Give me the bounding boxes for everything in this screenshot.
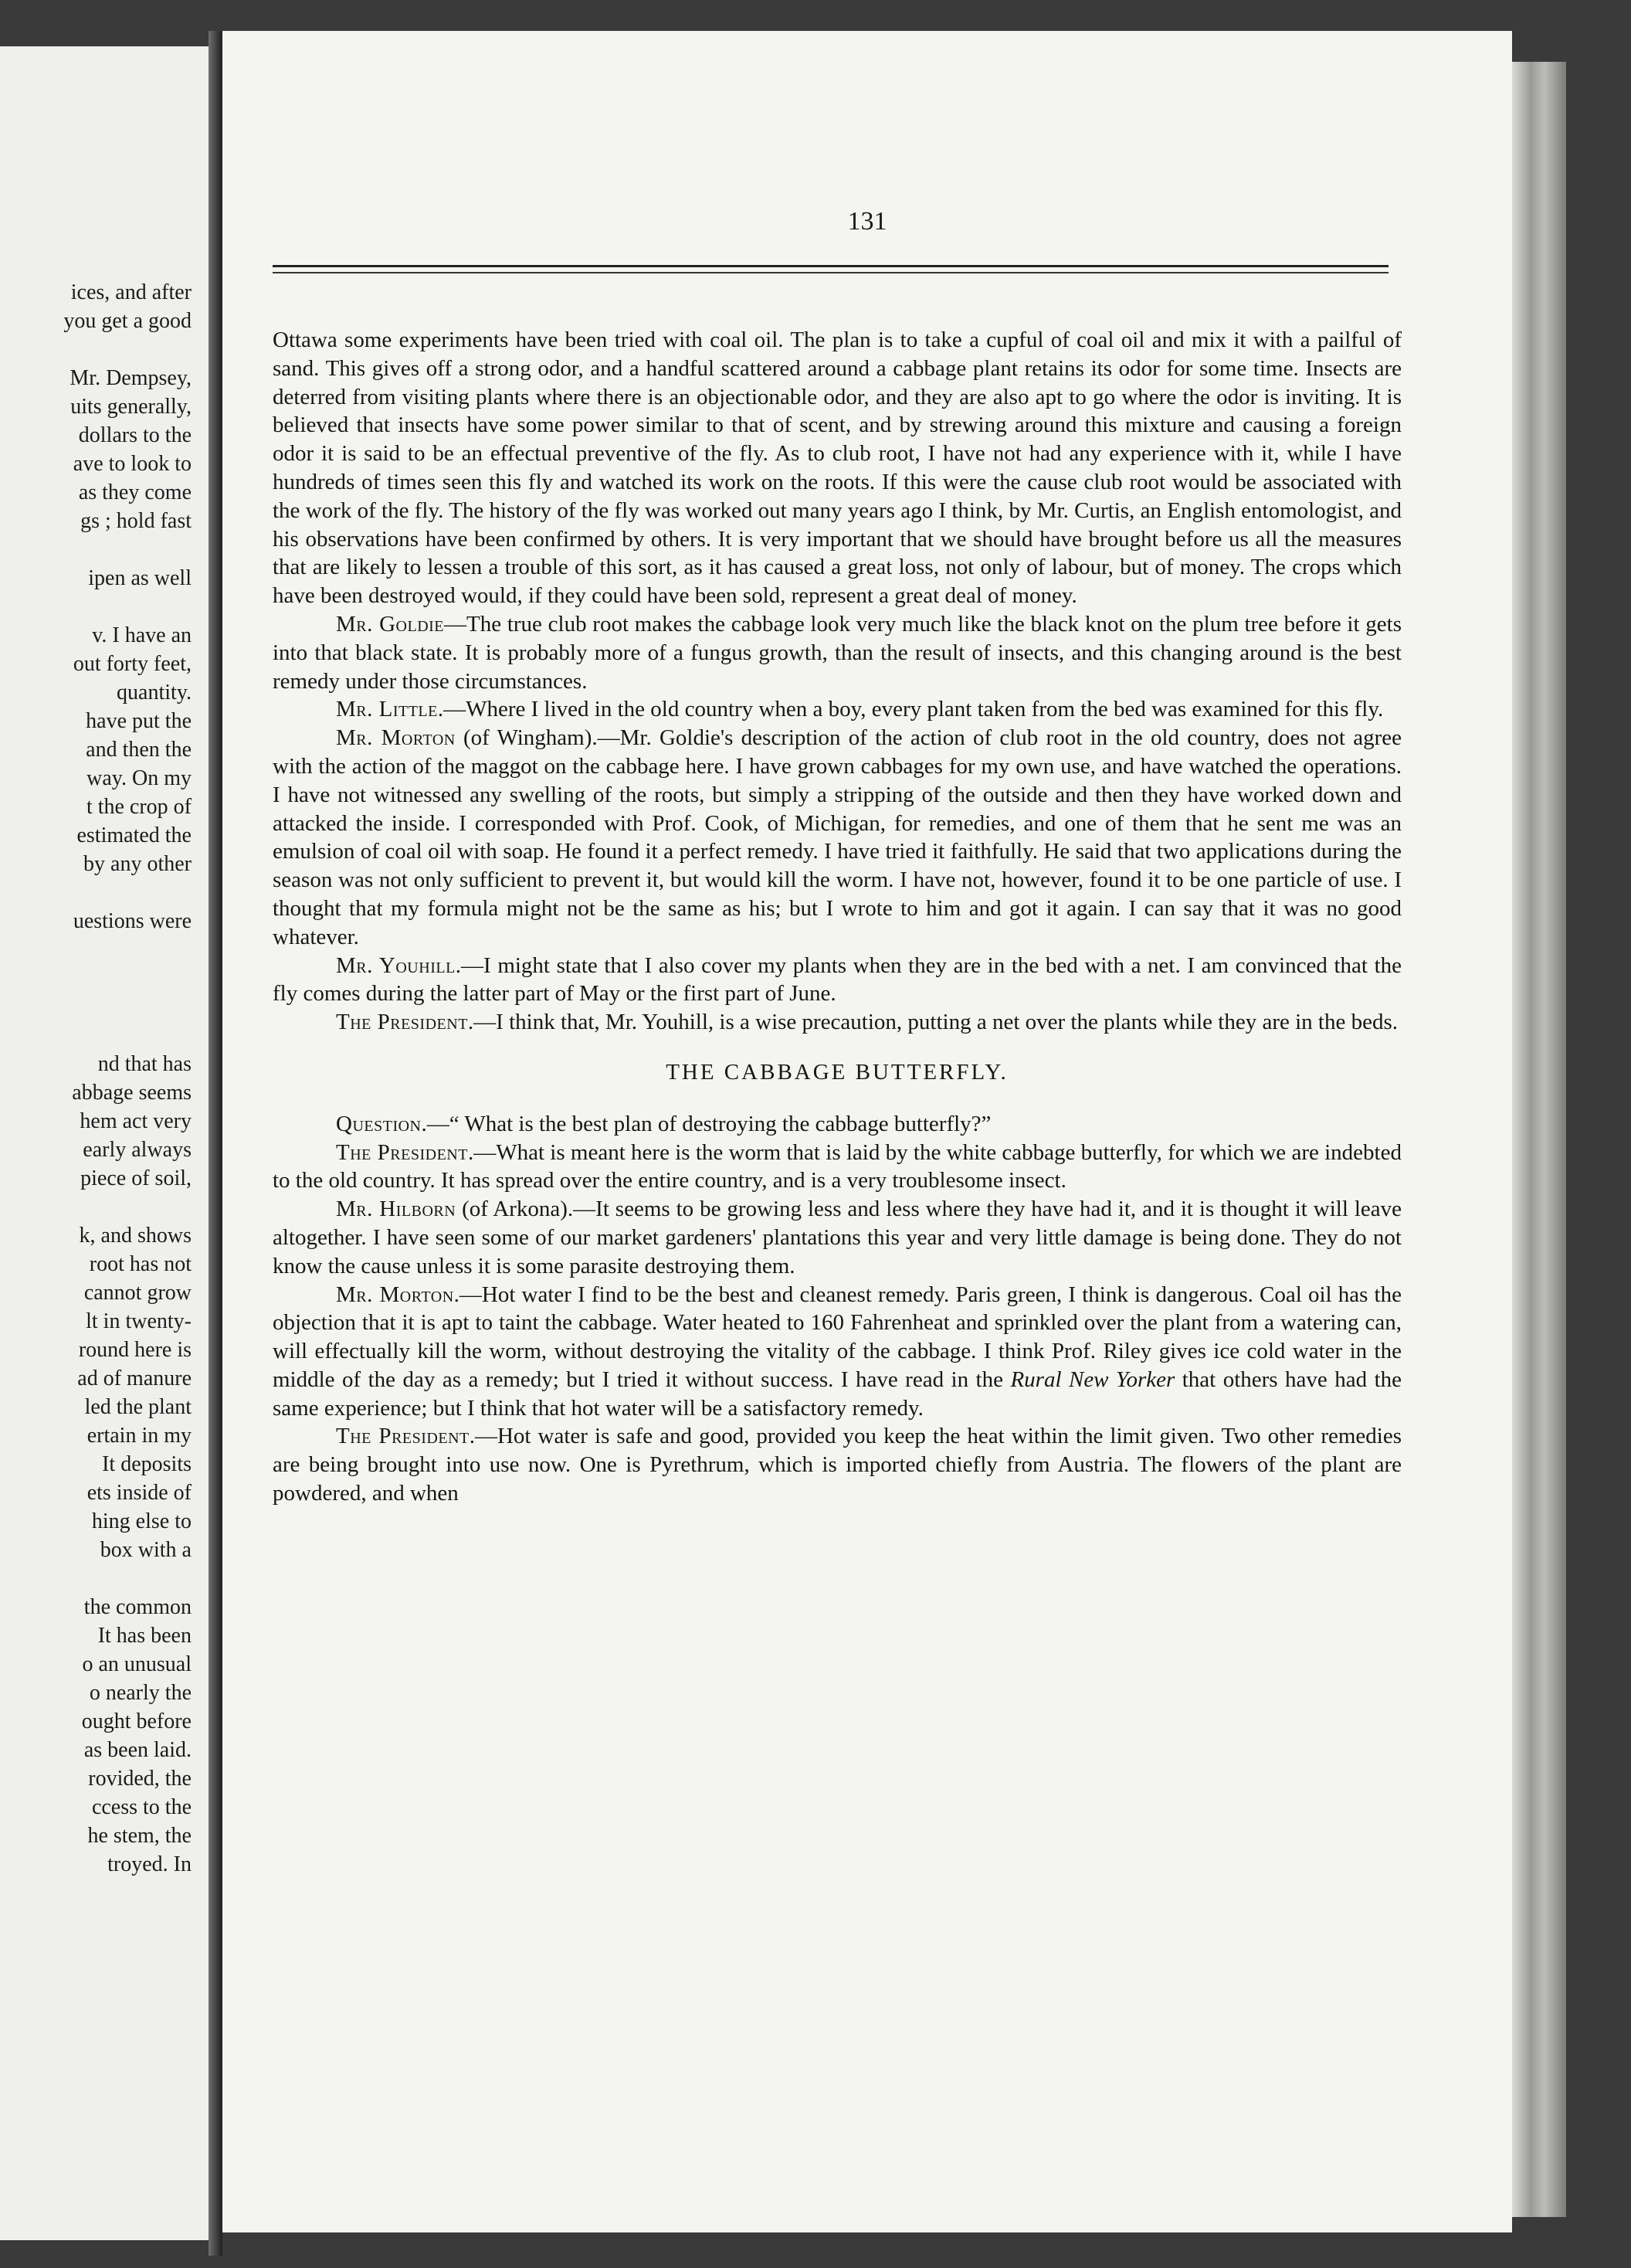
left-page-line: ave to look to: [73, 452, 192, 476]
paragraph: Ottawa some experiments have been tried with coal oil. The plan is to take a cupful of coal oil and mix it with a pailful of sand. This gives off a strong odor, and a handful scattered around a cabbage plant retains its odor for some time. Insects are deterred from visiting plants where there is an objectionable odor, and they are also apt to go where the odor is inviting. It is believed that insects have some power similar to that of scent, and by strewing around this mixture and causing a foreign odor it is said to be an effectual preventive of the fly. As to club root, I have not had any experience with it, while I have hundreds of times seen this fly and watched its work on the roots. If this were the cause club root would be associated with the work of the fly. The history of the fly was worked out many years ago I think, by Mr. Curtis, an English entomologist, and his observations have been confirmed by others. It is very important that we should have brought before us all the measures that are likely to lessen a trouble of this sort, as it has caused a great loss, not only of labour, but of money. The crops which have been destroyed would, if they could have been sold, represent a great deal of money.: [273, 328, 1402, 609]
left-page-line: ipen as well: [88, 566, 192, 590]
left-page-line: o an unusual: [82, 1652, 192, 1676]
paragraph-text: —The true club root makes the cabbage look very much like the black knot on the plum tree before it gets into that black state. It is probably more of a fungus growth, than the result of insects, and this changing around is the best remedy under those circumstances.: [273, 611, 1402, 694]
left-page-line: abbage seems: [72, 1081, 192, 1105]
left-page-line: ad of manure: [77, 1367, 192, 1390]
left-page-line: rovided, the: [88, 1767, 192, 1791]
left-page-line: [0, 335, 192, 364]
section-title: THE CABBAGE BUTTERFLY.: [666, 1059, 1009, 1085]
left-page-text: [0, 278, 192, 1879]
paragraph-text: .—“ What is the best plan of destroying the cabbage butterfly?”: [421, 1111, 992, 1136]
left-page-line: dollars to the: [78, 423, 192, 447]
left-page: [0, 46, 209, 2240]
left-page-line: box with a: [100, 1538, 192, 1562]
left-page-line: uestions were: [73, 909, 192, 933]
speaker: The President: [336, 1139, 468, 1165]
right-page: [222, 31, 1512, 2232]
left-page-line: hem act very: [80, 1109, 192, 1133]
page-number: 131: [847, 207, 887, 236]
body-text: [273, 326, 1402, 1508]
paragraph: [273, 1139, 1402, 1196]
paragraph: [273, 1110, 1402, 1139]
speaker: Mr. Goldie: [336, 611, 445, 637]
left-page-line: [0, 1564, 192, 1593]
left-page-line: he stem, the: [87, 1824, 192, 1848]
paragraph-text: that others have had the same experience; but I think that hot water will be a satisfactory remedy.: [273, 1367, 1402, 1421]
paragraph-text: (of Arkona).—It seems to be growing less and less where they have had it, and it is thought it will leave altogether. I have seen some of our market gardeners' plantations this year and very little damage is being done. They do not know the cause unless it is some parasite destroying them.: [273, 1197, 1402, 1278]
speaker: The President: [336, 1010, 468, 1035]
paragraph-text: (of Wingham).—Mr. Goldie's description of the action of club root in the old country, does not agree with the action of the maggot on the cabbage here. I have grown cabbages for my own use, and have watched the operations. I have not witnessed any swelling of the roots, but simply a stripping of the outside and then they have worked down and attacked the inside. I corresponded with Prof. Cook, of Michigan, for remedies, and one of them that he sent me was an emulsion of coal oil with soap. He found it a perfect remedy. I have tried it faithfully. He said that two applications during the season was not only sufficient to prevent it, but would kill the worm. I have not, however, found it to be one particle of use. I thought that my formula might not be the same as his; but I wrote to him and got it again. I can say that it was no good whatever.: [273, 725, 1402, 949]
left-page-line: nd that has: [97, 1052, 192, 1076]
header-rule-thin: [273, 272, 1389, 273]
speaker: The President: [336, 1424, 470, 1449]
left-page-line: as they come: [78, 480, 192, 504]
publication-title: Rural New Yorker: [1010, 1367, 1175, 1392]
left-page-line: [0, 993, 192, 1021]
left-page-line: early always: [83, 1138, 192, 1162]
paragraph-text: .—Hot water I find to be the best and cleanest remedy. Paris green, I think is dangerous. Coal oil has the objection that it is apt to taint the cabbage. Water heated to 160 Fahrenheat and sprinkled over the plant from a watering can, will effectually kill the worm, without destroying the vitality of the cabbage. I think Prof. Riley gives ice cold water in the middle of the day as a remedy; but I tried it without success. I have read in the: [273, 1282, 1402, 1392]
page-edge: [1512, 62, 1566, 2217]
left-page-line: led the plant: [84, 1395, 192, 1419]
left-page-line: and then the: [86, 738, 192, 762]
left-page-line: gs ; hold fast: [80, 509, 192, 533]
left-page-line: [0, 878, 192, 907]
left-page-line: quantity.: [117, 681, 192, 705]
left-page-line: have put the: [86, 709, 192, 733]
left-page-line: [0, 592, 192, 621]
paragraph-text: .—What is meant here is the worm that is laid by the white cabbage butterfly, for which we are indebted to the old country. It has spread over the entire country, and is a very troublesome insect.: [273, 1139, 1402, 1193]
speaker: Mr. Morton: [336, 1282, 454, 1307]
left-page-line: o nearly the: [89, 1681, 192, 1705]
left-page-line: [0, 1021, 192, 1050]
speaker: Mr. Little: [336, 697, 438, 722]
left-page-line: [0, 964, 192, 993]
speaker: Question: [336, 1111, 422, 1136]
left-page-line: [0, 935, 192, 964]
left-page-line: round here is: [78, 1338, 192, 1362]
book-gutter: [209, 31, 222, 2256]
left-page-line: out forty feet,: [73, 652, 192, 676]
paragraph: [273, 1422, 1402, 1507]
left-page-line: way. On my: [86, 766, 192, 790]
left-page-line: It deposits: [102, 1452, 192, 1476]
paragraph: [273, 952, 1402, 1009]
paragraph: [273, 695, 1402, 724]
left-page-line: lt in twenty-: [86, 1309, 192, 1333]
left-page-line: as been laid.: [83, 1738, 192, 1762]
left-page-line: ets inside of: [86, 1481, 192, 1505]
speaker: Mr. Youhill: [336, 952, 456, 978]
paragraph: [273, 724, 1402, 951]
left-page-line: Mr. Dempsey,: [70, 366, 192, 390]
left-page-line: uits generally,: [70, 395, 192, 419]
paragraph-text: .—Where I lived in the old country when a boy, every plant taken from the bed was examined for this fly.: [437, 697, 1384, 722]
paragraph-text: .—I think that, Mr. Youhill, is a wise precaution, putting a net over the plants while they are in the beds.: [467, 1010, 1399, 1035]
paragraph: [273, 1281, 1402, 1423]
left-page-line: hing else to: [91, 1509, 192, 1533]
left-page-line: by any other: [83, 852, 192, 876]
left-page-line: ertain in my: [86, 1424, 192, 1448]
left-page-line: cannot grow: [83, 1281, 192, 1305]
speaker: Mr. Hilborn: [336, 1197, 456, 1222]
paragraph: [273, 610, 1402, 695]
paragraph-text: .—I might state that I also cover my plants when they are in the bed with a net. I am convinced that the fly comes during the latter part of May or the first part of June.: [273, 952, 1402, 1007]
left-page-line: ccess to the: [91, 1795, 192, 1819]
paragraph: [273, 1195, 1402, 1280]
paragraph-text: .—Hot water is safe and good, provided you keep the heat within the limit given. Two other remedies are being brought into use now. One is Pyrethrum, which is imported chiefly from Austria. The flowers of the plant are powdered, and when: [273, 1424, 1402, 1506]
header-rule: [273, 265, 1389, 267]
left-page-line: v. I have an: [92, 623, 192, 647]
left-page-line: t the crop of: [86, 795, 192, 819]
left-page-line: you get a good: [63, 309, 192, 333]
left-page-line: It has been: [97, 1624, 192, 1648]
left-page-line: ought before: [81, 1709, 192, 1733]
left-page-line: k, and shows: [79, 1224, 192, 1248]
left-page-line: estimated the: [76, 823, 192, 847]
left-page-line: troyed. In: [107, 1852, 192, 1876]
left-page-line: root has not: [89, 1252, 192, 1276]
left-page-line: the common: [83, 1595, 192, 1619]
left-page-line: piece of soil,: [80, 1166, 192, 1190]
left-page-line: [0, 1193, 192, 1221]
left-page-line: [0, 535, 192, 564]
speaker: Mr. Morton: [336, 725, 456, 751]
left-page-line: ices, and after: [70, 280, 192, 304]
paragraph: [273, 1008, 1402, 1037]
